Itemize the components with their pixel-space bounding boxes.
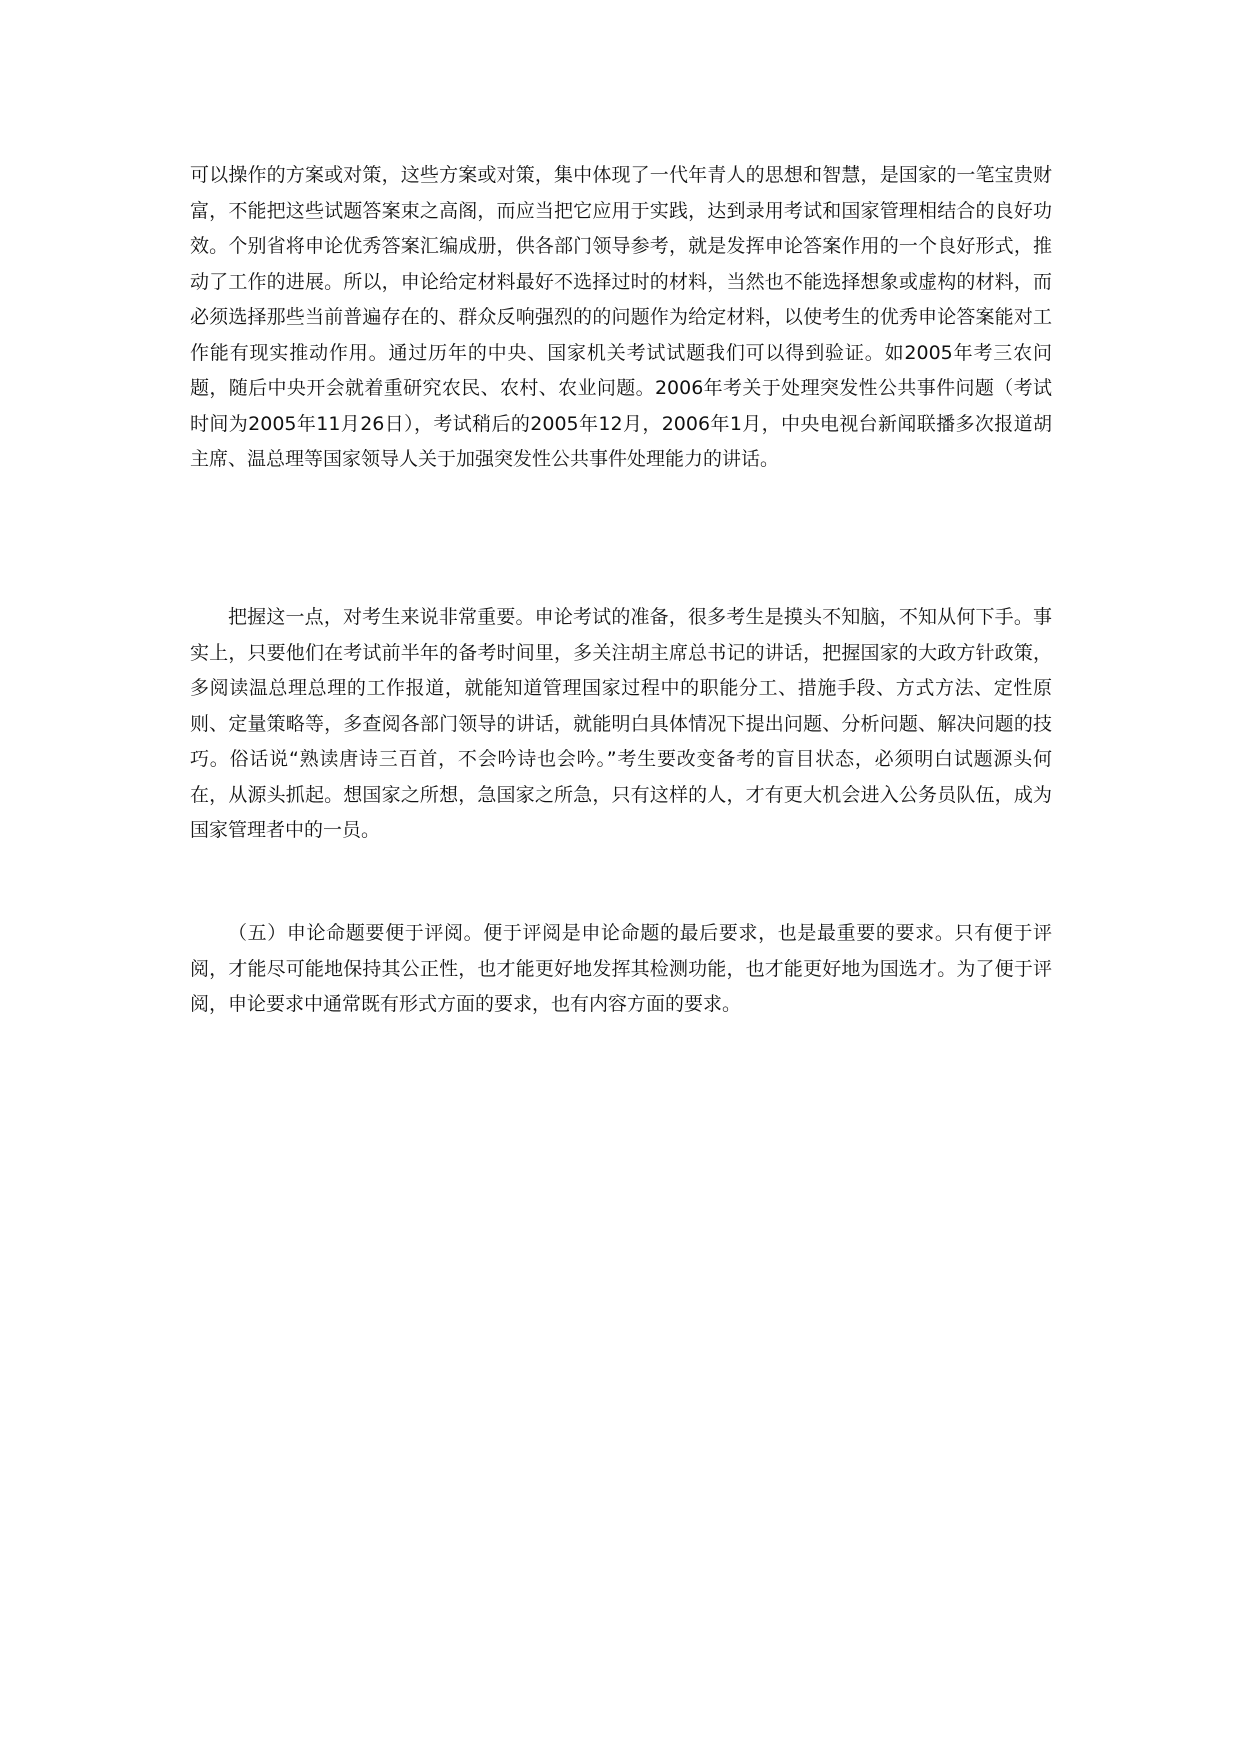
paragraph-2-text: 把握这一点，对考生来说非常重要。申论考试的准备，很多考生是摸头不知脑，不知从何下手。事实上，只要他们在考试前半年的备考时间里，多关注胡主席总书记的讲话，把握国家的大政方针政策，多阅读温总理总理的工作报道，就能知道管理国家过程中的职能分工、措施手段、方式方法、定性原则、定量策略等，多查阅各部门领导的讲话，就能明白具体情况下提出问题、分析问题、解决问题的技巧。俗话说“熟读唐诗三百首，不会吟诗也会吟。”考生要改变备考的盲目状态，必须明白试题源头何在，从源头抓起。想国家之所想，急国家之所急，只有这样的人，才有更大机会进入公务员队伍，成为国家管理者中的一员。 [190, 606, 1052, 841]
paragraph-3 [190, 916, 1052, 1023]
paragraph-2 [190, 600, 1052, 849]
paragraph-1-text: 可以操作的方案或对策，这些方案或对策，集中体现了一代年青人的思想和智慧，是国家的一笔宝贵财富，不能把这些试题答案束之高阁，而应当把它应用于实践，达到录用考试和国家管理相结合的良好功效。个别省将申论优秀答案汇编成册，供各部门领导参考，就是发挥申论答案作用的一个良好形式，推动了工作的进展。所以，申论给定材料最好不选择过时的材料，当然也不能选择想象或虚构的材料，而必须选择那些当前普遍存在的、群众反响强烈的的问题作为给定材料，以使考生的优秀申论答案能对工作能有现实推动作用。通过历年的中央、国家机关考试试题我们可以得到验证。如2005年考三农问题，随后中央开会就着重研究农民、农村、农业问题。2006年考关于处理突发性公共事件问题（考试时间为2005年11月26日），考试稍后的2005年12月，2006年1月，中央电视台新闻联播多次报道胡主席、温总理等国家领导人关于加强突发性公共事件处理能力的讲话。 [190, 164, 1052, 470]
paragraph-1 [190, 158, 1052, 478]
paragraph-3-text: （五）申论命题要便于评阅。便于评阅是申论命题的最后要求，也是最重要的要求。只有便于评阅，才能尽可能地保持其公正性，也才能更好地发挥其检测功能，也才能更好地为国选才。为了便于评阅，申论要求中通常既有形式方面的要求，也有内容方面的要求。 [190, 922, 1052, 1015]
